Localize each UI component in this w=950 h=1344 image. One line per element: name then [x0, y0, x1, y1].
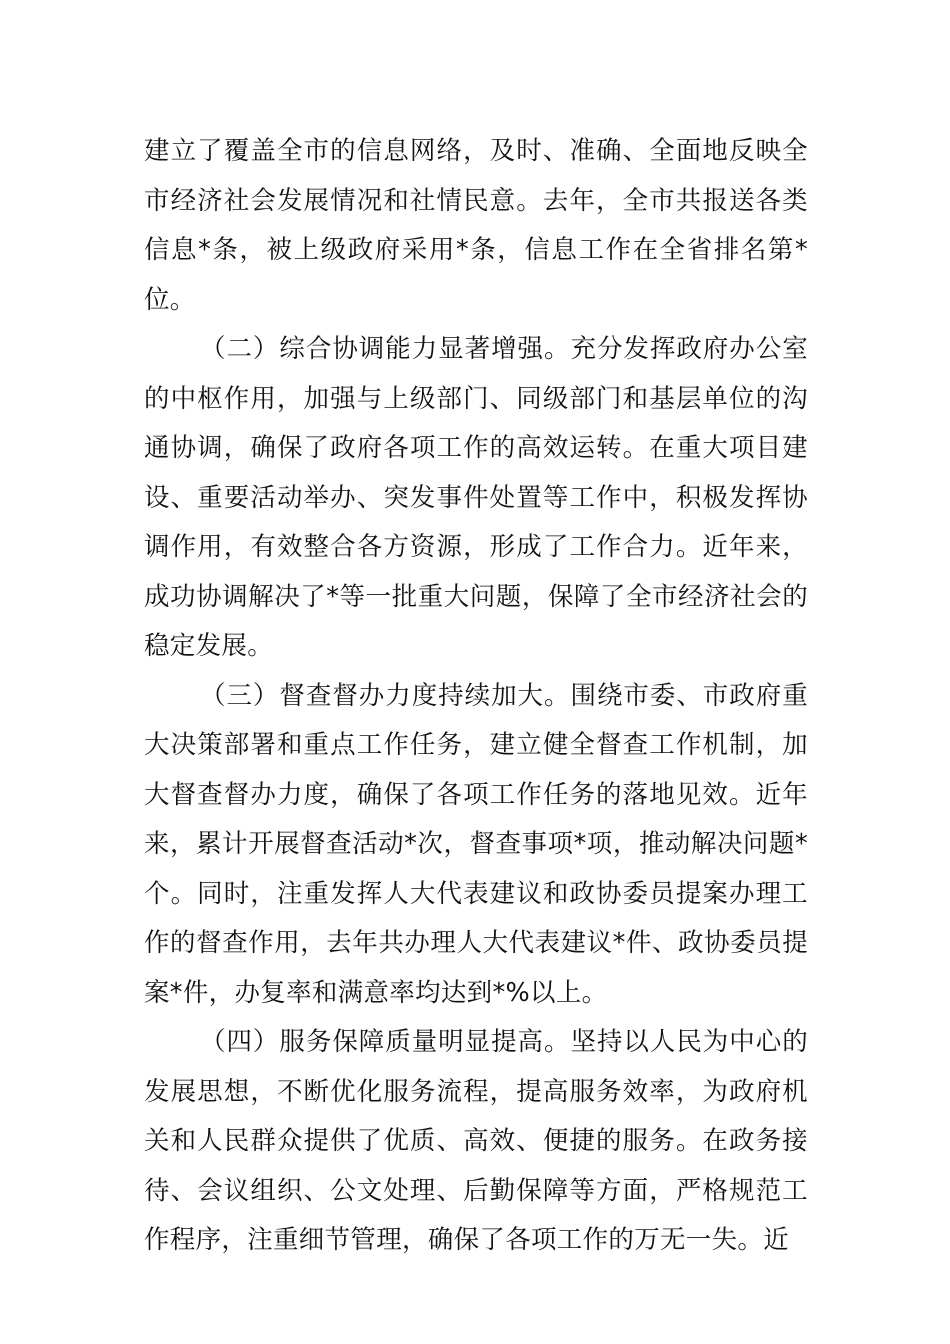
paragraph-supervision: （三）督查督办力度持续加大。围绕市委、市政府重大决策部署和重点工作任务，建立健全督查工作机制，加大督查督办力度，确保了各项工作任务的落地见效。近年来，累计开展督查活动*次，督查事项*项，推动解决问题*个。同时，注重发挥人大代表建议和政协委员提案办理工作的督查作用，去年共办理人大代表建议*件、政协委员提案*件，办复率和满意率均达到*%以上。 — [144, 680, 808, 1008]
paragraph-continuation: 建立了覆盖全市的信息网络，及时、准确、全面地反映全市经济社会发展情况和社情民意。去年，全市共报送各类信息*条，被上级政府采用*条，信息工作在全省排名第*位。 — [144, 136, 808, 315]
paragraph-coordination: （二）综合协调能力显著增强。充分发挥政府办公室的中枢作用，加强与上级部门、同级部门和基层单位的沟通协调，确保了政府各项工作的高效运转。在重大项目建设、重要活动举办、突发事件处置等工作中，积极发挥协调作用，有效整合各方资源，形成了工作合力。近年来，成功协调解决了*等一批重大问题，保障了全市经济社会的稳定发展。 — [144, 334, 808, 661]
paragraph-service: （四）服务保障质量明显提高。坚持以人民为中心的发展思想，不断优化服务流程，提高服务效率，为政府机关和人民群众提供了优质、高效、便捷的服务。在政务接待、会议组织、公文处理、后勤保障等方面，严格规范工作程序，注重细节管理，确保了各项工作的万无一失。近 — [144, 1027, 808, 1255]
document-body — [144, 127, 808, 1266]
